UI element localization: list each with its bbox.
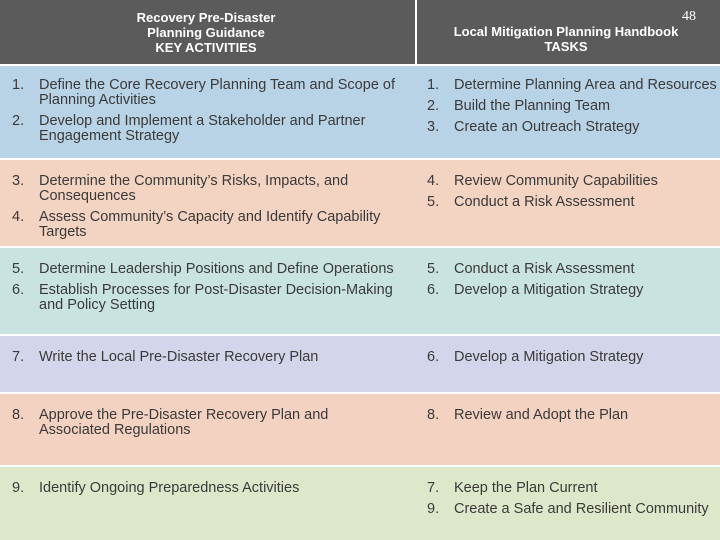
- header-right-line: TASKS: [544, 39, 588, 54]
- list-item: [427, 350, 717, 365]
- item-number: 4.: [12, 209, 25, 225]
- table-row: [0, 334, 720, 392]
- item-text: Determine Planning Area and Resources: [454, 77, 717, 93]
- item-number: 7.: [427, 480, 440, 496]
- tasks-cell: [427, 350, 717, 371]
- item-number: 1.: [427, 77, 440, 93]
- list-item: [427, 502, 717, 517]
- tasks-cell: [427, 262, 717, 304]
- list-item: [427, 99, 717, 114]
- header-divider: [415, 0, 417, 64]
- item-text: Build the Planning Team: [454, 98, 611, 114]
- list-item: [12, 78, 402, 108]
- tasks-cell: [427, 408, 717, 429]
- item-number: 5.: [12, 261, 25, 277]
- item-text: Establish Processes for Post-Disaster Decision-Making and Policy Setting: [39, 282, 393, 313]
- key-activities-cell: [12, 408, 402, 444]
- tasks-cell: [427, 174, 717, 216]
- item-text: Determine Leadership Positions and Define Operations: [39, 261, 394, 277]
- item-number: 2.: [427, 98, 440, 114]
- item-text: Develop a Mitigation Strategy: [454, 349, 644, 365]
- list-item: [12, 408, 402, 438]
- table-row: [0, 158, 720, 246]
- list-item: [427, 262, 717, 277]
- list-item: [427, 195, 717, 210]
- list-item: [12, 174, 402, 204]
- list-item: [427, 174, 717, 189]
- page-number: 48: [682, 9, 696, 24]
- item-number: 2.: [12, 113, 25, 129]
- item-text: Develop a Mitigation Strategy: [454, 282, 644, 298]
- item-text: Create a Safe and Resilient Community: [454, 501, 709, 517]
- list-item: [427, 78, 717, 93]
- item-text: Develop and Implement a Stakeholder and Partner Engagement Strategy: [39, 113, 366, 144]
- item-number: 4.: [427, 173, 440, 189]
- header-left-line: Recovery Pre-Disaster: [136, 9, 276, 25]
- header-mitigation-handbook: [412, 0, 720, 64]
- item-number: 5.: [427, 194, 440, 210]
- list-item: [12, 262, 402, 277]
- item-text: Define the Core Recovery Planning Team and Scope of Planning Activities: [39, 77, 396, 108]
- item-number: 6.: [12, 282, 25, 298]
- item-text: Conduct a Risk Assessment: [454, 261, 635, 277]
- key-activities-cell: [12, 262, 402, 319]
- key-activities-cell: [12, 350, 402, 371]
- item-number: 6.: [427, 349, 440, 365]
- item-text: Determine the Community’s Risks, Impacts, and Consequences: [39, 173, 349, 204]
- list-item: [427, 283, 717, 298]
- item-text: Create an Outreach Strategy: [454, 119, 640, 135]
- key-activities-cell: [12, 174, 402, 246]
- table-row: [0, 64, 720, 158]
- item-number: 3.: [427, 119, 440, 135]
- list-item: [427, 481, 717, 496]
- item-number: 1.: [12, 77, 25, 93]
- header-left-line: KEY ACTIVITIES: [155, 39, 257, 55]
- list-item: [12, 114, 402, 144]
- header-left-line: Planning Guidance: [147, 24, 265, 40]
- table-row: [0, 246, 720, 334]
- table-row: [0, 465, 720, 540]
- item-text: Assess Community’s Capacity and Identify Capability Targets: [39, 209, 381, 240]
- list-item: [427, 120, 717, 135]
- item-text: Review Community Capabilities: [454, 173, 658, 189]
- tasks-cell: [427, 481, 717, 523]
- table-row: [0, 392, 720, 465]
- header-right-line: Local Mitigation Planning Handbook: [453, 24, 679, 39]
- item-number: 7.: [12, 349, 25, 365]
- header-recovery-guidance: [0, 0, 412, 64]
- item-text: Write the Local Pre-Disaster Recovery Plan: [39, 349, 319, 365]
- list-item: [12, 283, 402, 313]
- item-text: Review and Adopt the Plan: [454, 407, 629, 423]
- item-number: 3.: [12, 173, 25, 189]
- item-number: 6.: [427, 282, 440, 298]
- item-text: Keep the Plan Current: [454, 480, 598, 496]
- item-text: Identify Ongoing Preparedness Activities: [39, 480, 300, 496]
- key-activities-cell: [12, 78, 402, 150]
- item-number: 9.: [427, 501, 440, 517]
- list-item: [12, 210, 402, 240]
- list-item: [12, 350, 402, 365]
- tasks-cell: [427, 78, 717, 141]
- list-item: [427, 408, 717, 423]
- table-header: [0, 0, 720, 64]
- item-text: Approve the Pre-Disaster Recovery Plan and Associated Regulations: [39, 407, 329, 438]
- list-item: [12, 481, 402, 496]
- item-number: 8.: [12, 407, 25, 423]
- item-number: 5.: [427, 261, 440, 277]
- item-text: Conduct a Risk Assessment: [454, 194, 635, 210]
- item-number: 8.: [427, 407, 440, 423]
- item-number: 9.: [12, 480, 25, 496]
- key-activities-cell: [12, 481, 402, 502]
